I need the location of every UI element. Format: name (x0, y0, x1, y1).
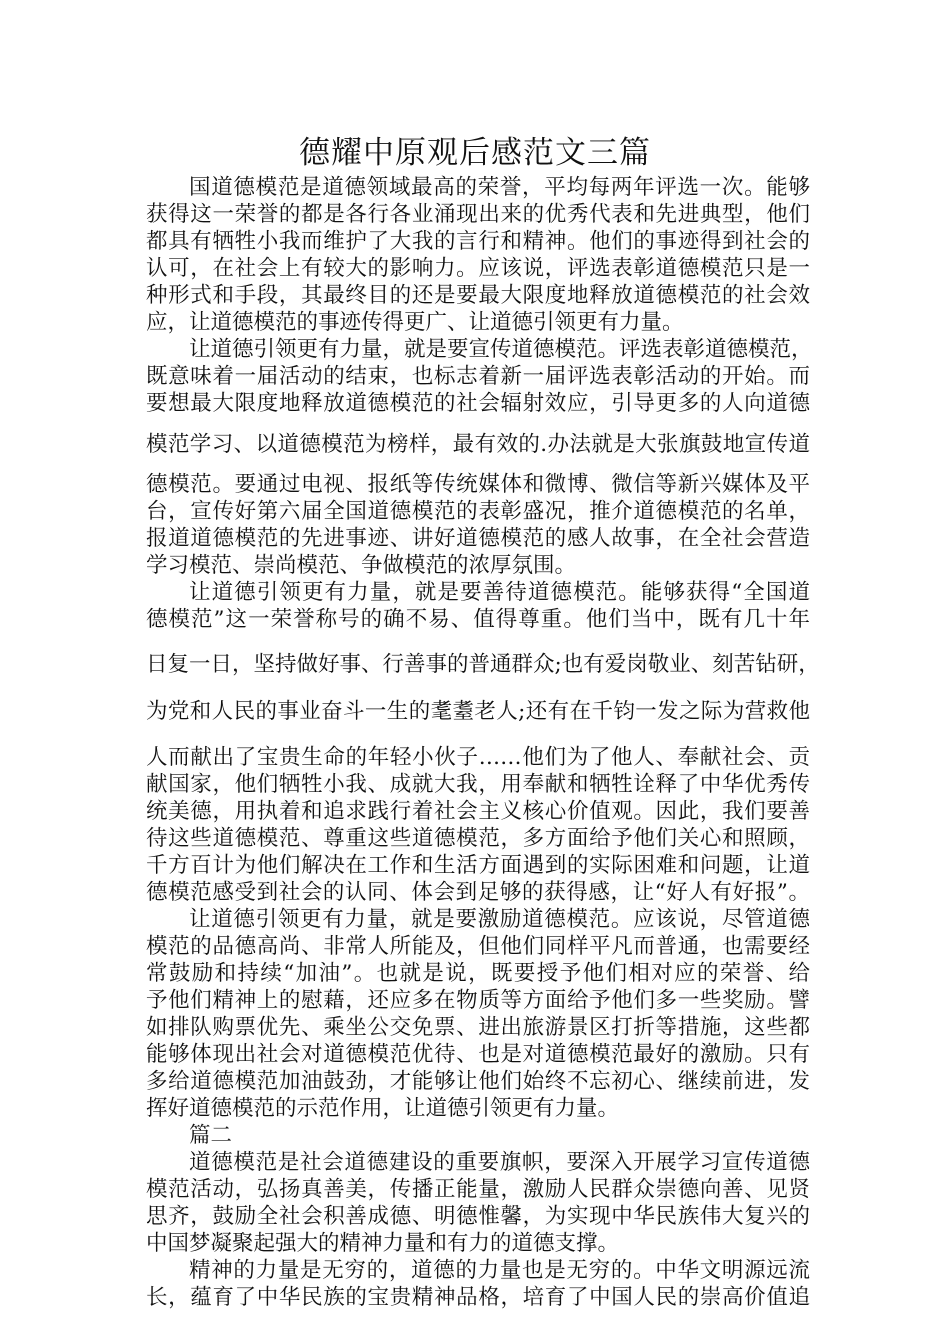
text-line: 如排队购票优先、乘坐公交免票、进出旅游景区打折等措施，这些都 (146, 1015, 810, 1040)
text-line: 献国家，他们牺牲小我、成就大我，用奉献和牺牲诠释了中华优秀传 (146, 772, 810, 797)
text-line: 道德模范是社会道德建设的重要旗帜，要深入开展学习宣传道德 (189, 1150, 810, 1175)
document-title: 德耀中原观后感范文三篇 (299, 135, 651, 171)
text-line: 获得这一荣誉的都是各行各业涌现出来的优秀代表和先进典型，他们 (146, 202, 810, 227)
text-line: 思齐，鼓励全社会积善成德、明德惟馨，为实现中华民族伟大复兴的 (146, 1204, 810, 1229)
text-line: 常鼓励和持续“加油”。也就是说，既要授予他们相对应的荣誉、给 (146, 961, 810, 986)
text-line: 千方百计为他们解决在工作和生活方面遇到的实际困难和问题，让道 (146, 853, 810, 878)
text-line: 台，宣传好第六届全国道德模范的表彰盛况，推介道德模范的名单， (146, 499, 810, 524)
text-line: 待这些道德模范、尊重这些道德模范，多方面给予他们关心和照顾， (146, 826, 810, 851)
text-line: 中国梦凝聚起强大的精神力量和有力的道德支撑。 (146, 1231, 620, 1256)
text-line: 统美德，用执着和追求践行着社会主义核心价值观。因此，我们要善 (146, 799, 810, 824)
text-line: 既意味着一届活动的结束，也标志着新一届评选表彰活动的开始。而 (146, 364, 810, 389)
text-line: 让道德引领更有力量，就是要善待道德模范。能够获得“全国道 (189, 580, 810, 605)
text-line: 认可，在社会上有较大的影响力。应该说，评选表彰道德模范只是一 (146, 256, 810, 281)
text-line: 让道德引领更有力量，就是要激励道德模范。应该说，尽管道德 (189, 907, 810, 932)
text-line: 模范的品德高尚、非常人所能及，但他们同样平凡而普通，也需要经 (146, 934, 810, 959)
text-line: 都具有牺牲小我而维护了大我的言行和精神。他们的事迹得到社会的 (146, 229, 810, 254)
text-line: 国道德模范是道德领域最高的荣誉，平均每两年评选一次。能够 (189, 175, 810, 200)
text-line: 模范活动，弘扬真善美，传播正能量，激励人民群众崇德向善、见贤 (146, 1177, 810, 1202)
text-line: 予他们精神上的慰藉，还应多在物质等方面给予他们多一些奖励。譬 (146, 988, 810, 1013)
text-line: 多给道德模范加油鼓劲，才能够让他们始终不忘初心、继续前进，发 (146, 1069, 810, 1094)
text-line: 德模范感受到社会的认同、体会到足够的获得感，让“好人有好报”。 (146, 880, 810, 905)
text-line: 让道德引领更有力量，就是要宣传道德模范。评选表彰道德模范， (189, 337, 813, 362)
text-line: 应，让道德模范的事迹传得更广、让道德引领更有力量。 (146, 310, 684, 335)
text-line: 模范学习、以道德模范为榜样，最有效的.办法就是大张旗鼓地宣传道 (146, 432, 810, 457)
text-line: 日复一日，坚持做好事、行善事的普通群众;也有爱岗敬业、刻苦钻研， (146, 652, 820, 677)
text-line: 德模范”这一荣誉称号的确不易、值得尊重。他们当中，既有几十年 (146, 607, 810, 632)
text-line: 德模范。要通过电视、报纸等传统媒体和微博、微信等新兴媒体及平 (146, 472, 810, 497)
text-line: 为党和人民的事业奋斗一生的耄耋老人;还有在千钧一发之际为营救他 (146, 699, 810, 724)
text-line: 人而献出了宝贵生命的年轻小伙子……他们为了他人、奉献社会、贡 (146, 745, 810, 770)
text-line: 要想最大限度地释放道德模范的社会辐射效应，引导更多的人向道德 (146, 391, 810, 416)
text-line: 挥好道德模范的示范作用，让道德引领更有力量。 (146, 1096, 620, 1121)
text-line: 能够体现出社会对道德模范优待、也是对道德模范最好的激励。只有 (146, 1042, 810, 1067)
text-line: 长，蕴育了中华民族的宝贵精神品格，培育了中国人民的崇高价值追 (146, 1285, 810, 1310)
text-line: 种形式和手段，其最终目的还是要最大限度地释放道德模范的社会效 (146, 283, 810, 308)
text-line: 学习模范、崇尚模范、争做模范的浓厚氛围。 (146, 553, 577, 578)
text-line: 报道道德模范的先进事迹、讲好道德模范的感人故事，在全社会营造 (146, 526, 810, 551)
text-line: 精神的力量是无穷的，道德的力量也是无穷的。中华文明源远流 (189, 1258, 810, 1283)
section-heading: 篇二 (189, 1123, 233, 1148)
